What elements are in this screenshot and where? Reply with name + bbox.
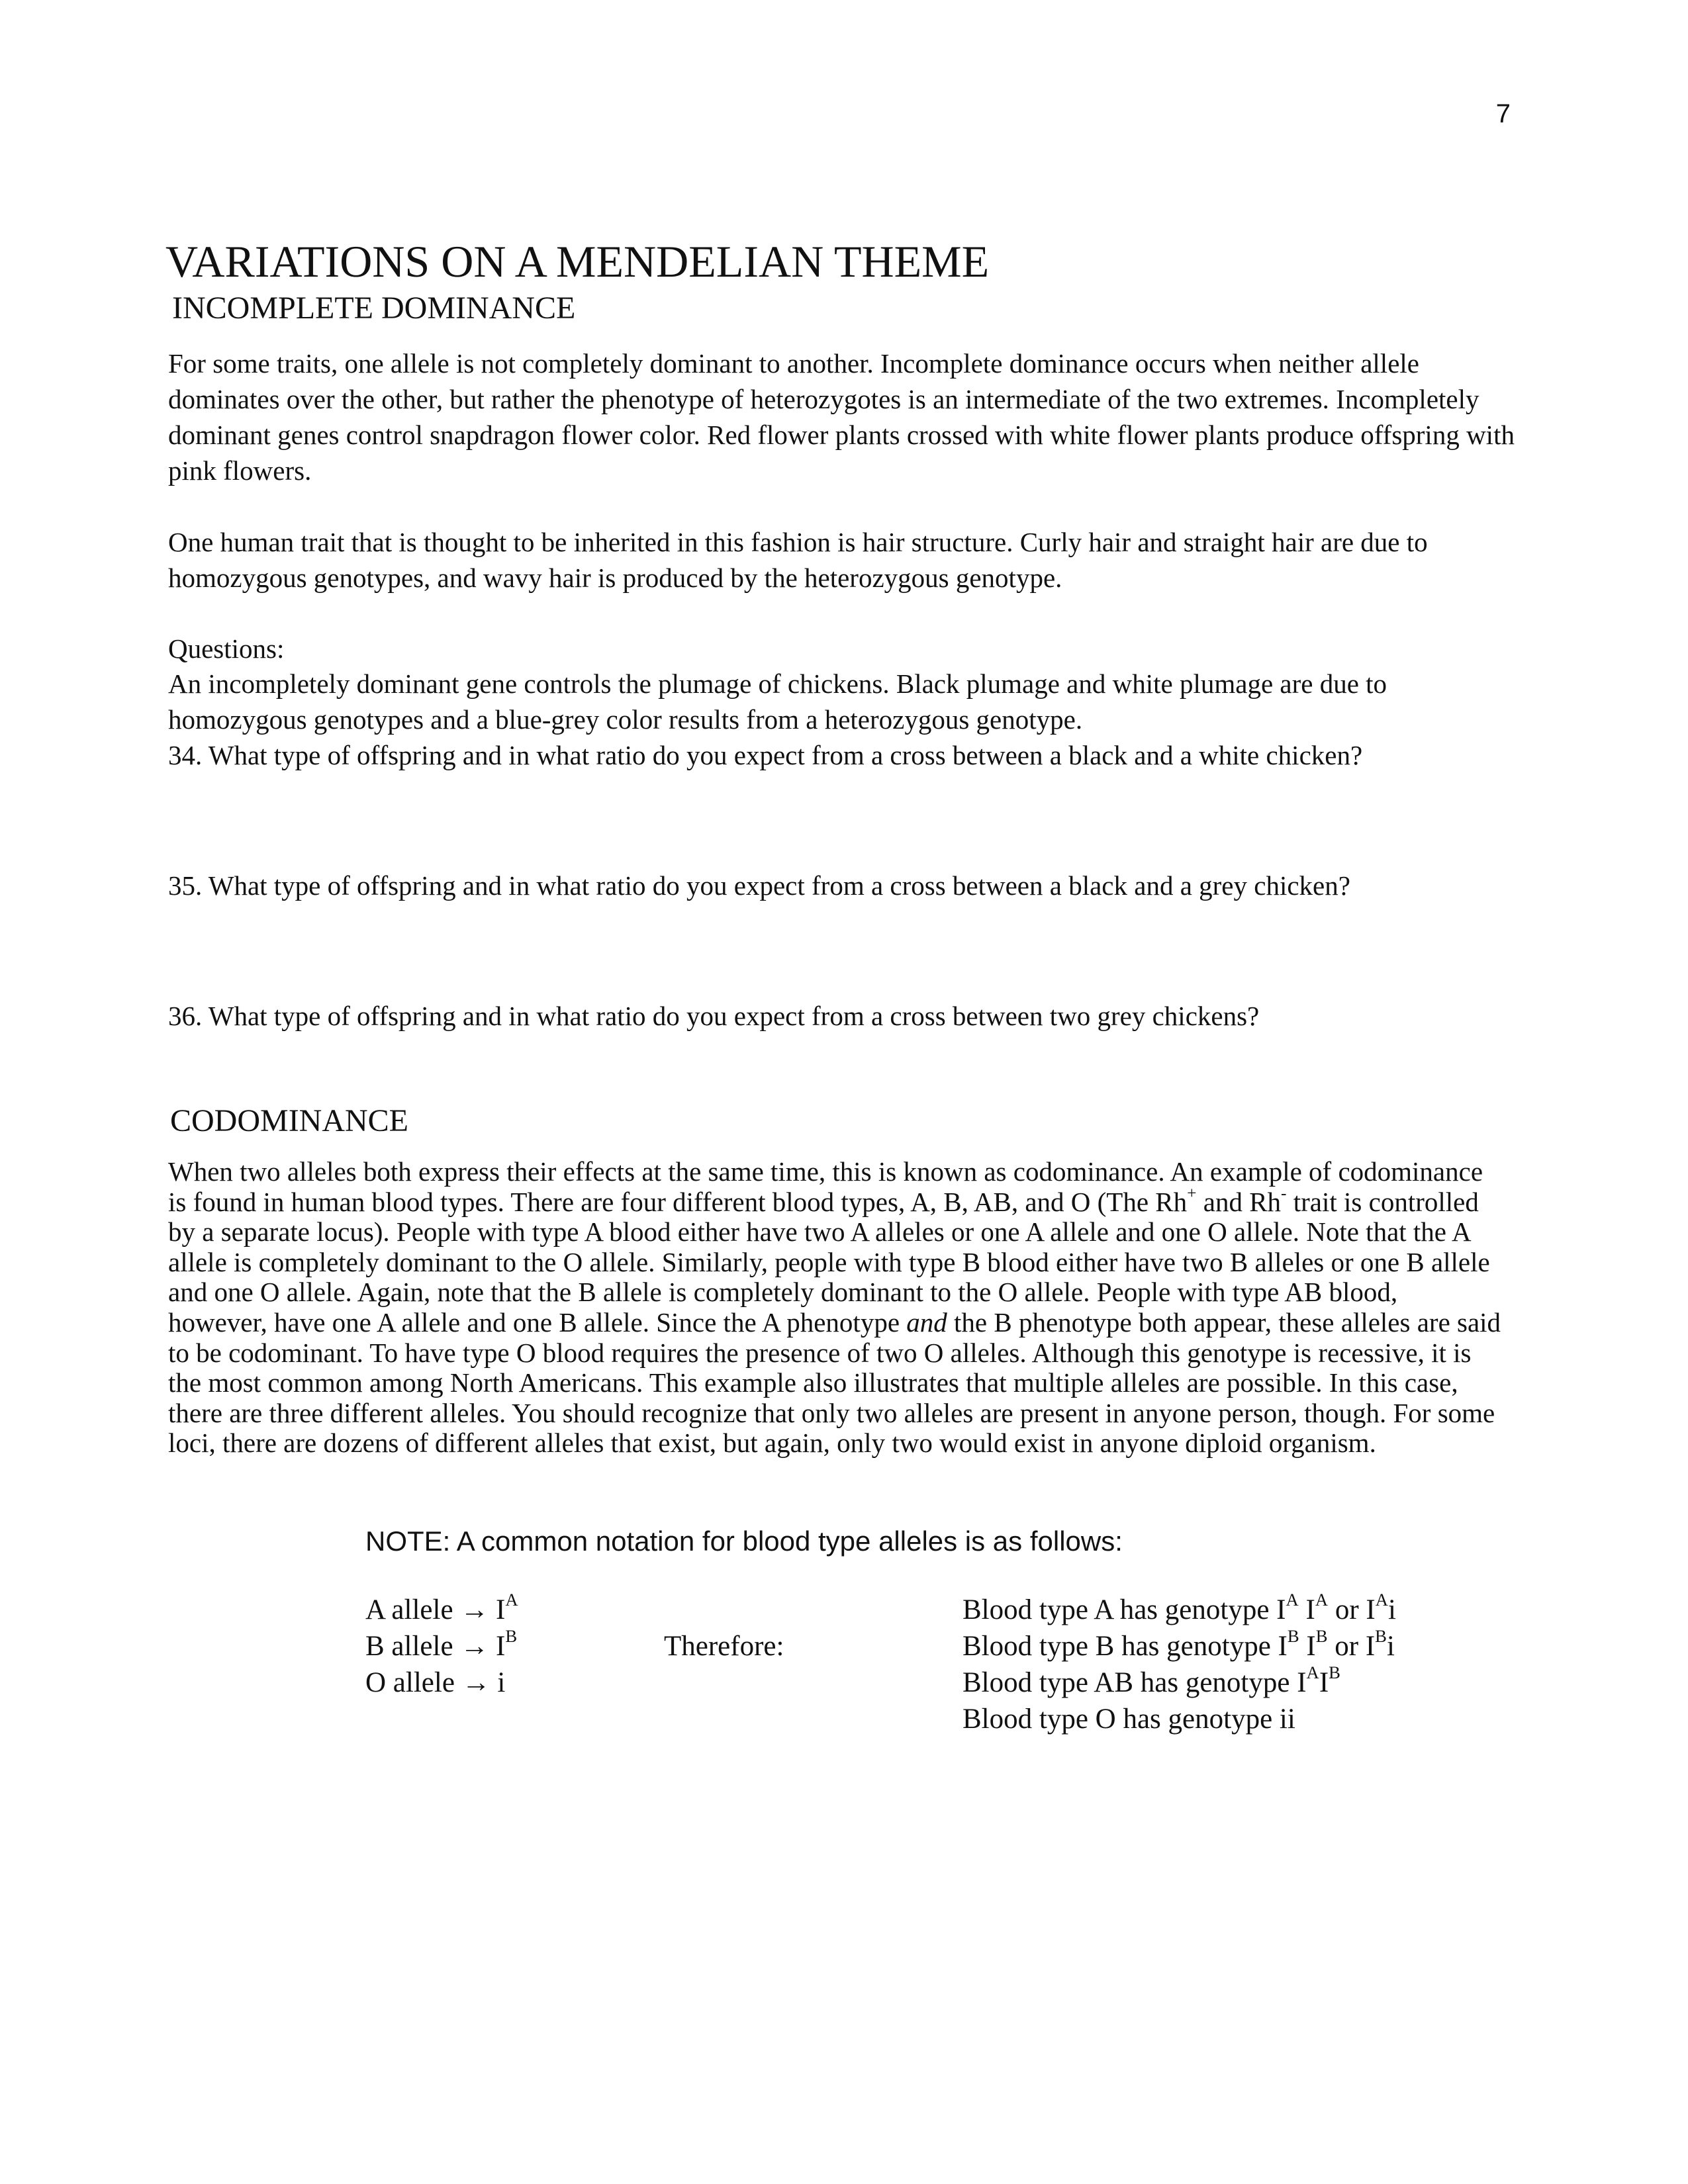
genotype-ab-row: Blood type AB has genotype $I^AI^B$: [962, 1662, 1340, 1698]
arrow-icon: →: [460, 1594, 489, 1625]
genotype-o-row: Blood type O has genotype ii: [962, 1704, 1295, 1735]
incomplete-dominance-heading: INCOMPLETE DOMINANCE: [172, 291, 576, 326]
page-number: 7: [1495, 99, 1511, 128]
arrow-icon: →: [461, 1667, 491, 1698]
allele-o-label: O allele: [365, 1667, 455, 1698]
note-text: NOTE: A common notation for blood type alleles is as follows:: [365, 1525, 1123, 1557]
codominance-paragraph: [168, 1157, 1502, 1459]
allele-a-row: A allele → $I^A$: [365, 1590, 518, 1625]
allele-b-label: B allele: [365, 1631, 453, 1662]
incomplete-dominance-paragraph-2: One human trait that is thought to be inherited in this fashion is hair structure. Curly hair and straight hair are due to homozygous genotypes, and wavy hair is produced by the heterozygous genotype.: [168, 527, 1428, 593]
question-34: 34. What type of offspring and in what ratio do you expect from a cross between a black and a white chicken?: [168, 740, 1363, 770]
allele-b-row: B allele → $I^B$: [365, 1626, 518, 1662]
questions-label: Questions:: [168, 633, 285, 664]
rh-plus-superscript: +: [1187, 1183, 1197, 1203]
rh-minus-superscript: -: [1281, 1183, 1287, 1203]
arrow-icon: →: [460, 1631, 489, 1662]
allele-a-label: A allele: [365, 1594, 453, 1625]
allele-o-row: [365, 1666, 505, 1699]
questions-intro: An incompletely dominant gene controls the plumage of chickens. Black plumage and white plumage are due to homozygous genotypes and a blue-grey color results from a heterozygous genotype.: [168, 668, 1387, 735]
question-35: 35. What type of offspring and in what ratio do you expect from a cross between a black and a grey chicken?: [168, 870, 1350, 901]
codominance-heading: CODOMINANCE: [170, 1103, 408, 1138]
codominance-text-d: the B phenotype both appear, these alleles are said to be codominant. To have type O blood requires the presence of two O alleles. Although this genotype is recessive, it is the most common among North Americans. This example also illustrates that multiple alleles are possible. In this case, there are three different alleles. You should recognize that only two alleles are present in anyone person, though. For some loci, there are dozens of different alleles that exist, but again, only two would exist in anyone diploid organism.: [168, 1306, 1501, 1459]
incomplete-dominance-paragraph-1: For some traits, one allele is not completely dominant to another. Incomplete dominance occurs when neither allele dominates over the other, but rather the phenotype of heterozygotes is an intermediate of the two extremes. Incompletely dominant genes control snapdragon flower color. Red flower plants crossed with white flower plants produce offspring with pink flowers.: [168, 348, 1515, 486]
codominance-text-b: and Rh: [1196, 1186, 1282, 1217]
genotype-b-row: Blood type B has genotype $I^B$ $I^B$ or $I^Bi$: [962, 1626, 1395, 1662]
codominance-text-c: trait is controlled by a separate locus). People with type A blood either have two A alleles or one A allele and one O allele. Note that the A allele is completely dominant to the O allele. Similarly, people with type B blood either have two B alleles or one B allele and one O allele. Again, note that the B allele is completely dominant to the O allele. People with type AB blood, however, have one A allele and one B allele. Since the A phenotype: [168, 1186, 1490, 1338]
genotype-a-row: Blood type A has genotype $I^A$ $I^A$ or $I^Ai$: [962, 1590, 1396, 1625]
page-title: VARIATIONS ON A MENDELIAN THEME: [165, 236, 990, 287]
question-36: 36. What type of offspring and in what ratio do you expect from a cross between two grey chickens?: [168, 1001, 1260, 1031]
allele-o-symbol: i: [497, 1667, 506, 1698]
therefore-label: Therefore:: [664, 1631, 784, 1662]
codominance-text-a: When two alleles both express their effects at the same time, this is known as codominance. An example of codominance is found in human blood types. There are four different blood types, A, B, AB, and O (The Rh: [168, 1156, 1483, 1217]
codominance-italic-and: and: [906, 1306, 947, 1338]
